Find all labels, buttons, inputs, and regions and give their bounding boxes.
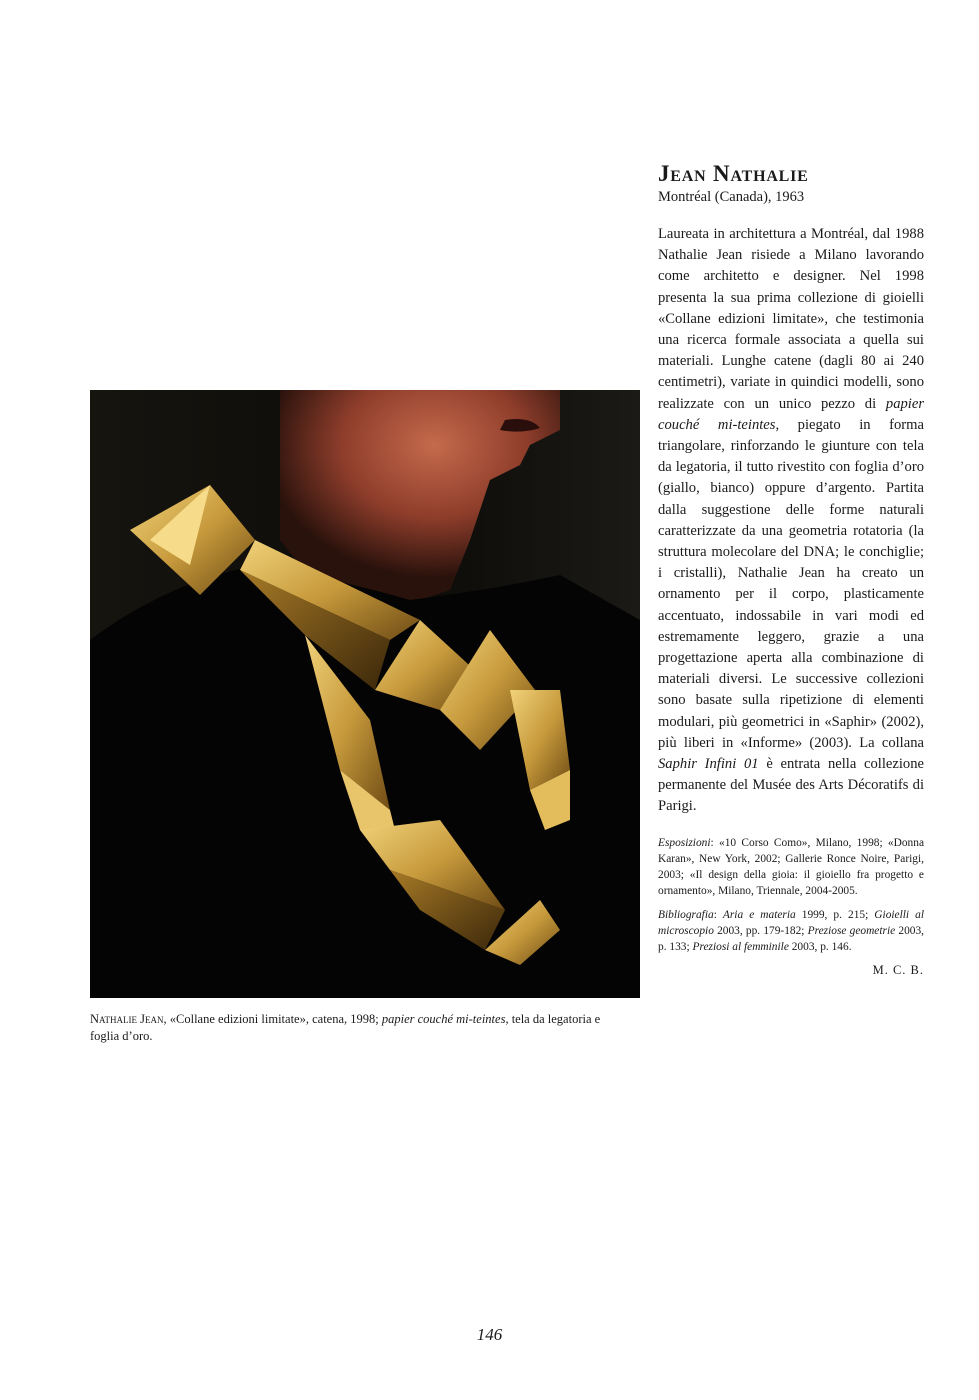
artist-origin: Montréal (Canada), 1963 (658, 189, 805, 205)
bio-work-title: Saphir Infini 01 (658, 756, 759, 773)
necklace-photograph (90, 390, 640, 998)
bio-dna: DNA (803, 544, 836, 561)
bibliography-title-3: Preziose geometrie (807, 924, 896, 937)
caption-artist: Nathalie Jean (90, 1012, 164, 1026)
author-initials: M. C. B. (872, 963, 924, 978)
entry-column (658, 160, 924, 978)
bio-part-1: Laureata in architettura a Montréal, dal 1988 Nathalie Jean risiede a Milano lavorando come architetto e designer. Nel 1998 presenta la sua prima collezione di gioielli «Collane edizioni limitate», che testimonia una ricerca formale associata a quella sui materiali. Lunghe catene (dagli 80 ai 240 centimetri), variate in quindici modelli, sono realizzate con un unico pezzo di (658, 226, 924, 412)
bibliography-label: Bibliografia (658, 908, 714, 921)
bibliography-sep-3: 2003, pp. 179-182; (713, 924, 808, 937)
photo-illustration (90, 390, 640, 998)
bibliography-title-4: Preziosi al femminile (692, 940, 789, 953)
exhibitions-text: : «10 Corso Como», Milano, 1998; «Donna Karan», New York, 2002; Gallerie Ronce Noire, Parigi, 2003; «Il design della gioia: il gioiello fra progetto e ornamento», Milano, Triennale, 2004-2005. (658, 836, 924, 898)
bibliography-sep-5: 2003, p. 146. (788, 940, 852, 953)
bio-part-4: è entrata nella collezione permanente del Musée des Arts Décoratifs di Parigi. (658, 756, 924, 815)
entry-notes (658, 835, 924, 979)
bibliography-title-2: Gioielli al microscopio (658, 908, 924, 937)
bibliography-sep-4: 2003, p. 133; (658, 924, 925, 953)
caption-material: papier couché mi-teintes (381, 1012, 506, 1026)
bio-part-3: ; le conchiglie; i cristalli), Nathalie Jean ha creato un ornamento per il corpo, plasticamente accentuato, indossabile in vari modi ed estremamente leggero, grazie a una progettazione aperta alla combinazione di materiali diversi. Le successive collezioni sono basate sulla ripetizione di elementi modulari, più geometrici in «Saphir» (2002), più liberi in «Informe» (2003). La collana (658, 544, 924, 751)
bibliography-note (658, 907, 924, 956)
exhibitions-note (658, 835, 924, 900)
bibliography-sep-2: 1999, p. 215; (795, 908, 875, 921)
bibliography-sep-1: : (713, 908, 723, 921)
artist-biography (658, 224, 924, 818)
exhibitions-label: Esposizioni (658, 836, 711, 849)
bibliography-title-1: Aria e materia (722, 908, 796, 921)
caption-text-2: , tela da legatoria e foglia d’oro. (90, 1012, 601, 1043)
page-number: 146 (476, 1325, 503, 1344)
bio-material: papier couché mi-teintes (658, 395, 924, 433)
bio-part-2: , piegato in forma triangolare, rinforzando le giunture con tela da legatoria, il tutto rivestito con foglia d’oro (giallo, bianco) oppure d’argento. Partita dalla suggestione delle forme naturali caratterizzate da una geometria rotatoria (la struttura molecolare del (658, 416, 924, 561)
caption-text-1: , «Collane edizioni limitate», catena, 1998; (163, 1012, 382, 1026)
photo-caption (90, 1011, 630, 1045)
artist-name: Jean Nathalie (658, 161, 809, 186)
